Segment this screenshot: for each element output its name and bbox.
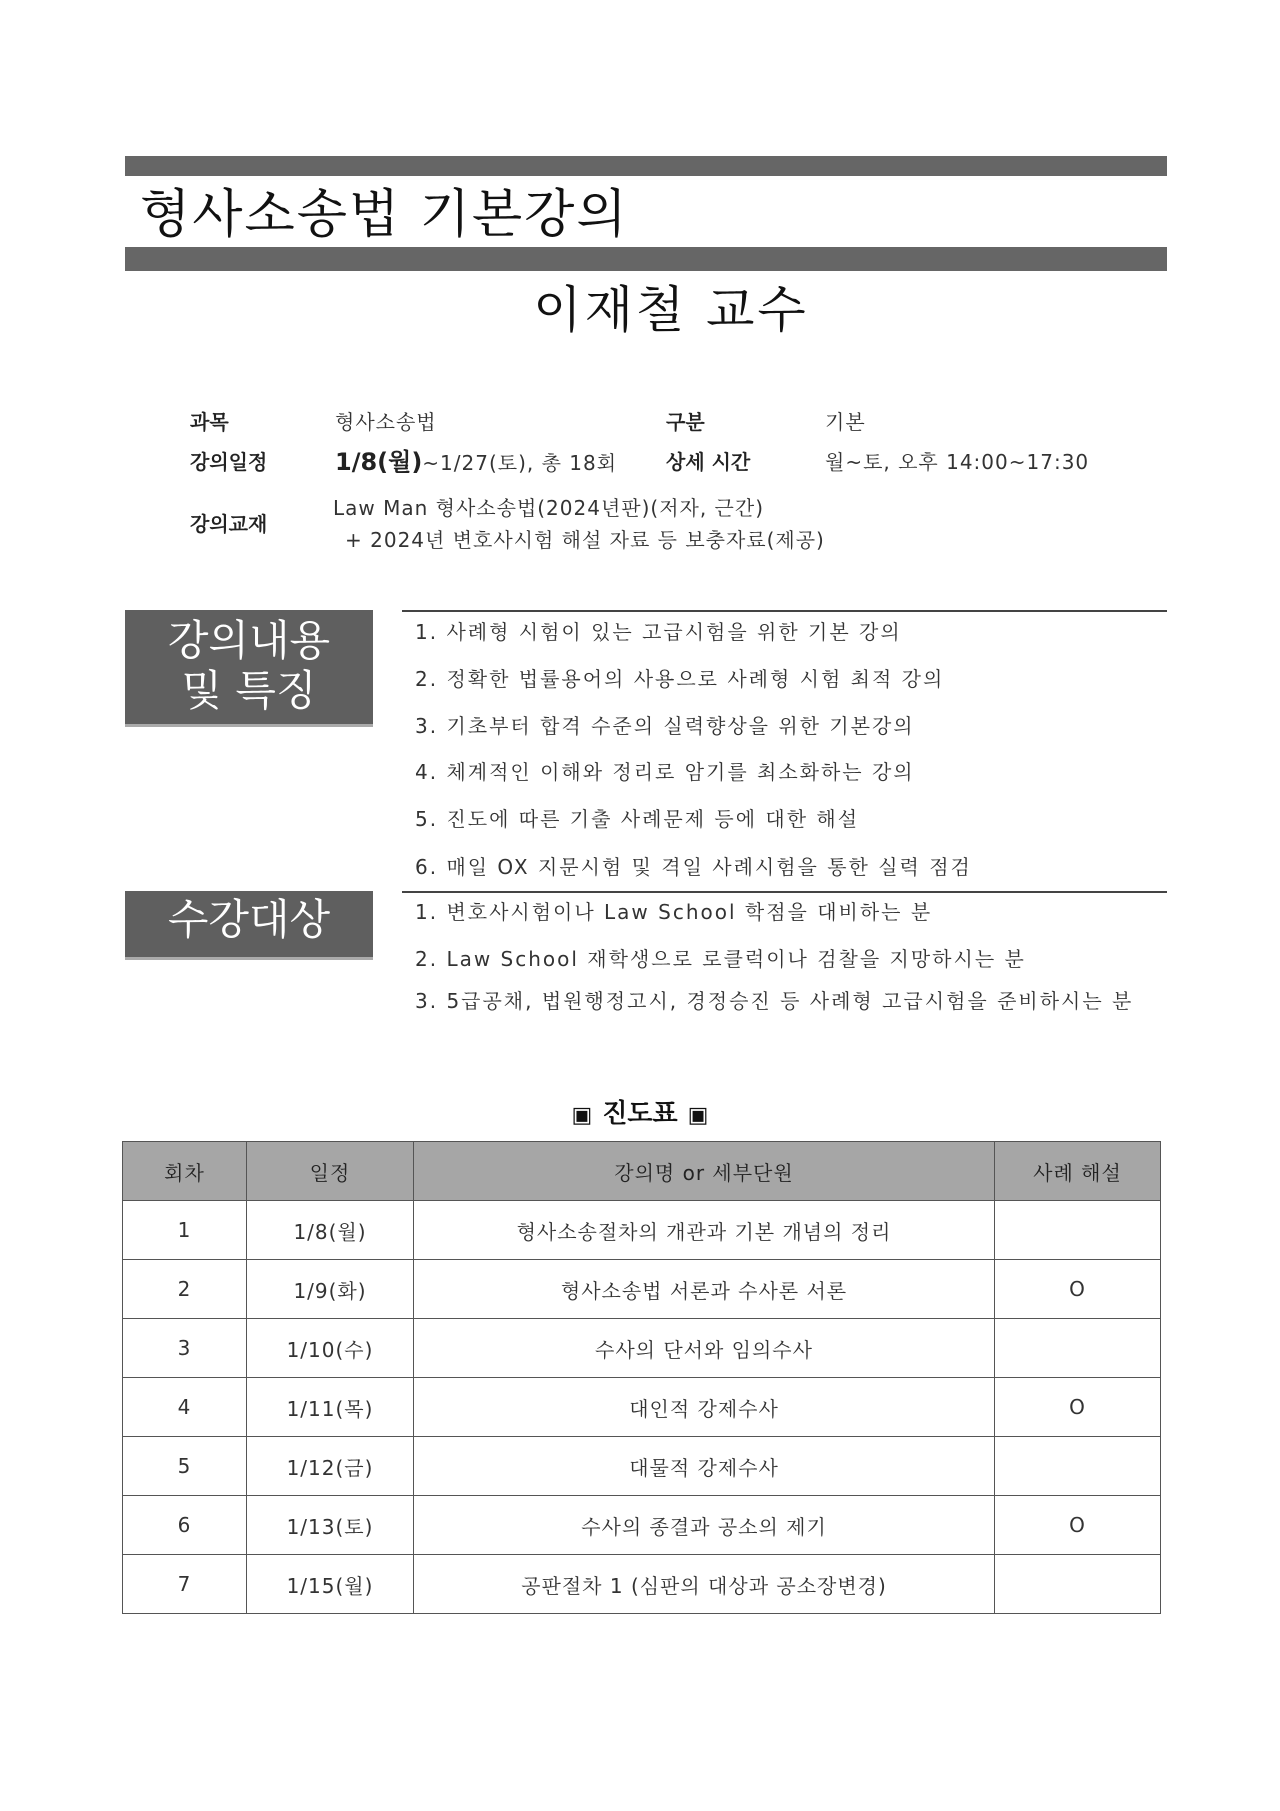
features-heading-line-2: 및 특징 (181, 666, 317, 715)
row-case-mark: O (995, 1378, 1161, 1437)
document-title: 형사소송법 기본강의 (140, 185, 629, 245)
row-topic: 대물적 강제수사 (414, 1437, 995, 1496)
schedule-start: 1/8(월) (335, 448, 423, 476)
schedule-value (335, 442, 617, 477)
row-date: 1/8(월) (247, 1201, 414, 1260)
header-session: 회차 (123, 1142, 247, 1201)
title-bottom-bar (125, 247, 1167, 271)
row-case-mark: O (995, 1496, 1161, 1555)
table-header-row (123, 1142, 1161, 1201)
audience-divider (402, 891, 1167, 893)
audience-heading: 수강대상 (125, 891, 373, 960)
list-item: 4. 체계적인 이해와 정리로 암기를 최소화하는 강의 (415, 760, 915, 784)
square-bullet-icon: ▣ (687, 1103, 709, 1128)
header-topic: 강의명 or 세부단원 (414, 1142, 995, 1201)
table-row (123, 1201, 1161, 1260)
list-item: 6. 매일 OX 지문시험 및 격일 사례시험을 통한 실력 점검 (415, 855, 972, 879)
row-number: 1 (123, 1201, 247, 1260)
row-topic: 수사의 종결과 공소의 제기 (414, 1496, 995, 1555)
row-date: 1/11(목) (247, 1378, 414, 1437)
row-number: 6 (123, 1496, 247, 1555)
row-case-mark (995, 1555, 1161, 1614)
row-case-mark (995, 1201, 1161, 1260)
row-number: 7 (123, 1555, 247, 1614)
list-item: 5. 진도에 따른 기출 사례문제 등에 대한 해설 (415, 807, 860, 831)
schedule-table (122, 1141, 1161, 1614)
features-heading (125, 610, 373, 727)
subject-label: 과목 (190, 410, 229, 434)
category-label: 구분 (666, 410, 705, 434)
square-bullet-icon: ▣ (571, 1103, 593, 1128)
schedule-rest: ~1/27(토), 총 18회 (422, 451, 618, 475)
schedule-title-text: 진도표 (602, 1099, 678, 1129)
textbook-label: 강의교재 (190, 512, 268, 536)
row-number: 3 (123, 1319, 247, 1378)
list-item: 3. 5급공채, 법원행정고시, 경정승진 등 사례형 고급시험을 준비하시는 분 (415, 989, 1134, 1013)
detail-time-label: 상세 시간 (666, 450, 751, 474)
row-topic: 형사소송법 서론과 수사론 서론 (414, 1260, 995, 1319)
list-item: 3. 기초부터 합격 수준의 실력향상을 위한 기본강의 (415, 714, 915, 738)
detail-time-value: 월~토, 오후 14:00~17:30 (825, 450, 1090, 474)
header-case-review: 사례 해설 (995, 1142, 1161, 1201)
subject-value: 형사소송법 (335, 410, 437, 434)
row-topic: 수사의 단서와 임의수사 (414, 1319, 995, 1378)
row-case-mark: O (995, 1260, 1161, 1319)
row-topic: 대인적 강제수사 (414, 1378, 995, 1437)
row-date: 1/15(월) (247, 1555, 414, 1614)
table-row (123, 1496, 1161, 1555)
row-number: 2 (123, 1260, 247, 1319)
textbook-line-2: + 2024년 변호사시험 해설 자료 등 보충자료(제공) (345, 528, 825, 552)
professor-name: 이재철 교수 (533, 281, 809, 339)
row-number: 5 (123, 1437, 247, 1496)
row-date: 1/9(화) (247, 1260, 414, 1319)
table-row (123, 1260, 1161, 1319)
row-date: 1/12(금) (247, 1437, 414, 1496)
list-item: 2. Law School 재학생으로 로클럭이나 검찰을 지망하시는 분 (415, 947, 1026, 971)
list-item: 1. 변호사시험이나 Law School 학점을 대비하는 분 (415, 900, 933, 924)
row-case-mark (995, 1319, 1161, 1378)
features-heading-line-1: 강의내용 (167, 616, 331, 665)
schedule-title (0, 1093, 1280, 1130)
header-date: 일정 (247, 1142, 414, 1201)
schedule-label: 강의일정 (190, 450, 268, 474)
table-row (123, 1555, 1161, 1614)
row-case-mark (995, 1437, 1161, 1496)
textbook-line-1: Law Man 형사소송법(2024년판)(저자, 근간) (333, 496, 765, 520)
row-number: 4 (123, 1378, 247, 1437)
features-divider (402, 610, 1167, 612)
table-row (123, 1378, 1161, 1437)
row-topic: 형사소송절차의 개관과 기본 개념의 정리 (414, 1201, 995, 1260)
list-item: 1. 사례형 시험이 있는 고급시험을 위한 기본 강의 (415, 620, 902, 644)
row-date: 1/10(수) (247, 1319, 414, 1378)
table-row (123, 1437, 1161, 1496)
table-row (123, 1319, 1161, 1378)
list-item: 2. 정확한 법률용어의 사용으로 사례형 시험 최적 강의 (415, 667, 945, 691)
row-date: 1/13(토) (247, 1496, 414, 1555)
row-topic: 공판절차 1 (심판의 대상과 공소장변경) (414, 1555, 995, 1614)
category-value: 기본 (825, 410, 866, 434)
